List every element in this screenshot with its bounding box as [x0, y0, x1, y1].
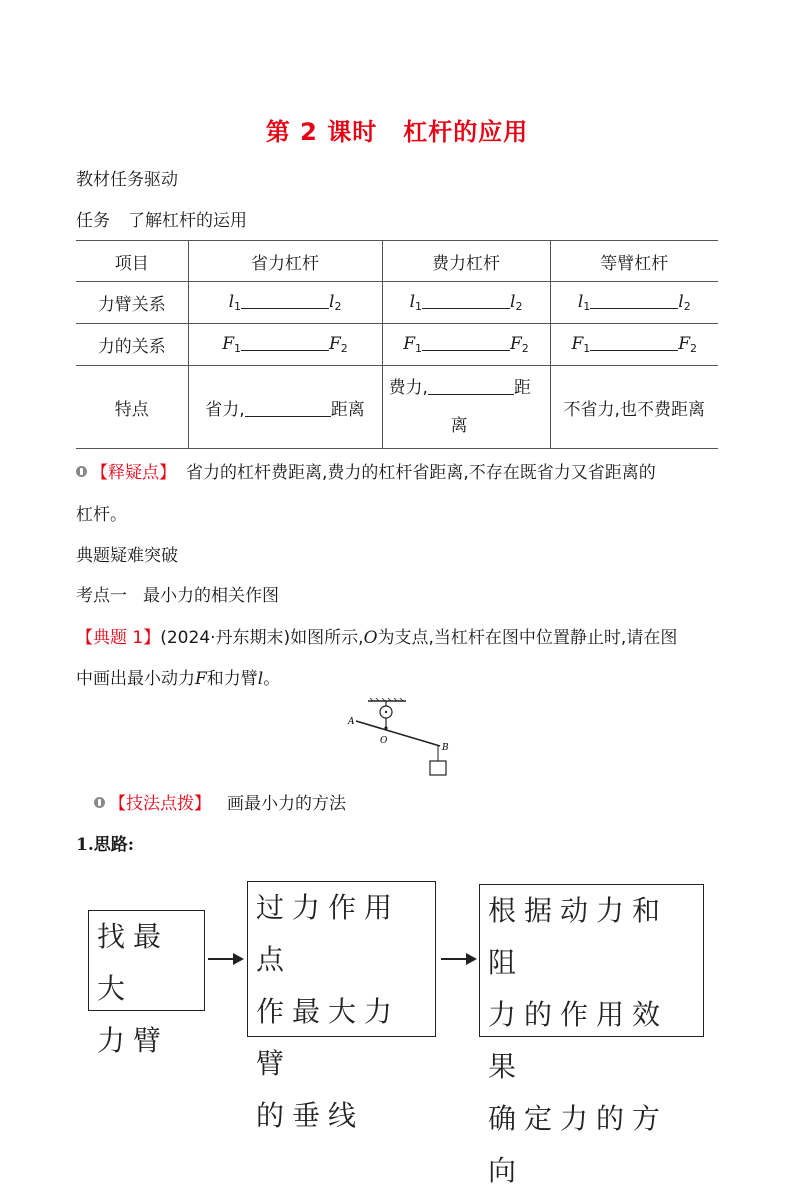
technique-tip: [94, 792, 346, 816]
cell-force-relation: $F_1$ $F_2$: [382, 324, 550, 366]
task-text: 了解杠杆的运用: [128, 211, 247, 231]
clarify-tag: 【释疑点】: [91, 463, 176, 483]
flow-box-2-line: 的垂线: [256, 1099, 365, 1132]
page-title: [0, 112, 794, 147]
force-symbol: F: [195, 669, 207, 689]
header-equal-arm: 等臂杠杆: [550, 241, 718, 282]
cell-arm-relation: $l_1$ $l_2$: [188, 282, 382, 324]
section-heading-textbook: 教材任务驱动: [76, 170, 178, 190]
flow-box-1-line: 力臂: [97, 1024, 170, 1057]
table-row-force: [76, 324, 718, 366]
lever-figure: [340, 697, 460, 779]
answer-blank: [428, 394, 514, 395]
header-force-costing: 费力杠杆: [382, 241, 550, 282]
row-label-feature: 特点: [76, 366, 188, 449]
info-bullet-icon: [76, 466, 87, 477]
example-source: (2024·丹东期末): [160, 628, 291, 648]
answer-blank: [241, 350, 329, 351]
cell-force-relation: $F_1$ $F_2$: [188, 324, 382, 366]
answer-blank: [422, 350, 510, 351]
flow-arrow-2: [441, 958, 475, 960]
cell-feature-equal: 不省力,也不费距离: [550, 366, 718, 449]
row-label-force: 力的关系: [76, 324, 188, 366]
clarify-note: [76, 461, 656, 485]
cell-force-relation: $F_1$ $F_2$: [550, 324, 718, 366]
header-force-saving: 省力杠杆: [188, 241, 382, 282]
example-line-2: 中画出最小动力F和力臂l。: [76, 669, 281, 689]
section-heading-examples: 典题疑难突破: [76, 546, 178, 566]
flow-box-3-line: 根据动力和阻: [488, 894, 669, 979]
flow-box-3-line: 确定力的方向: [488, 1102, 669, 1187]
flow-box-2-line: 作最大力臂: [256, 995, 401, 1080]
cell-arm-relation: $l_1$ $l_2$: [550, 282, 718, 324]
table-row-feature: [76, 366, 718, 449]
title-lesson: 第 2 课时: [265, 118, 378, 146]
flow-arrow-1: [208, 958, 242, 960]
lever-bar: [356, 721, 440, 746]
kaodian-text: 最小力的相关作图: [143, 586, 279, 606]
technique-text: 画最小力的方法: [227, 794, 346, 814]
example-line-1: 【典题 1】(2024·丹东期末)如图所示,O为支点,当杠杆在图中位置静止时,请在图: [76, 628, 678, 648]
answer-blank: [422, 308, 510, 309]
table-header-row: [76, 241, 718, 282]
flow-box-3-line: 力的作用效果: [488, 998, 669, 1083]
title-topic: 杠杆的应用: [403, 118, 529, 146]
answer-blank: [245, 416, 331, 417]
pivot-point: [384, 726, 387, 729]
flow-box-3: [479, 884, 704, 1187]
table-row-arm: [76, 282, 718, 324]
ceiling-support: [368, 698, 406, 701]
lever-table: [76, 240, 718, 449]
row-label-arm: 力臂关系: [76, 282, 188, 324]
flow-box-2: [247, 881, 436, 1132]
method-title: 1.思路:: [76, 835, 135, 855]
clarify-text: 省力的杠杆费距离,费力的杠杆省距离,不存在既省力又省距离的: [186, 463, 656, 483]
cell-feature-costing: 费力, 距 离: [382, 366, 550, 449]
task-heading: [76, 209, 247, 233]
task-label: 任务: [76, 211, 110, 231]
cell-feature-saving: 省力, 距离: [188, 366, 382, 449]
cell-arm-relation: $l_1$ $l_2$: [382, 282, 550, 324]
label-o: O: [380, 736, 388, 746]
label-a: A: [348, 717, 355, 727]
answer-blank: [590, 350, 678, 351]
info-bullet-icon: [94, 797, 105, 808]
load-block: [430, 761, 446, 775]
pivot-symbol: O: [363, 628, 378, 648]
flow-box-1-line: 找最大: [97, 920, 170, 1005]
kaodian-label: 考点一: [76, 586, 127, 606]
header-item: 项目: [76, 241, 188, 282]
example-tag: 【典题 1】: [76, 628, 161, 648]
clarify-text-cont: 杠杆。: [76, 505, 127, 525]
flow-box-2-line: 过力作用点: [256, 891, 401, 976]
answer-blank: [241, 308, 329, 309]
kaodian-heading: [76, 584, 279, 608]
label-b: B: [442, 743, 449, 753]
flow-box-1: [88, 910, 205, 1057]
answer-blank: [590, 308, 678, 309]
technique-tag: 【技法点拨】: [109, 794, 211, 814]
arm-symbol: l: [257, 669, 264, 689]
